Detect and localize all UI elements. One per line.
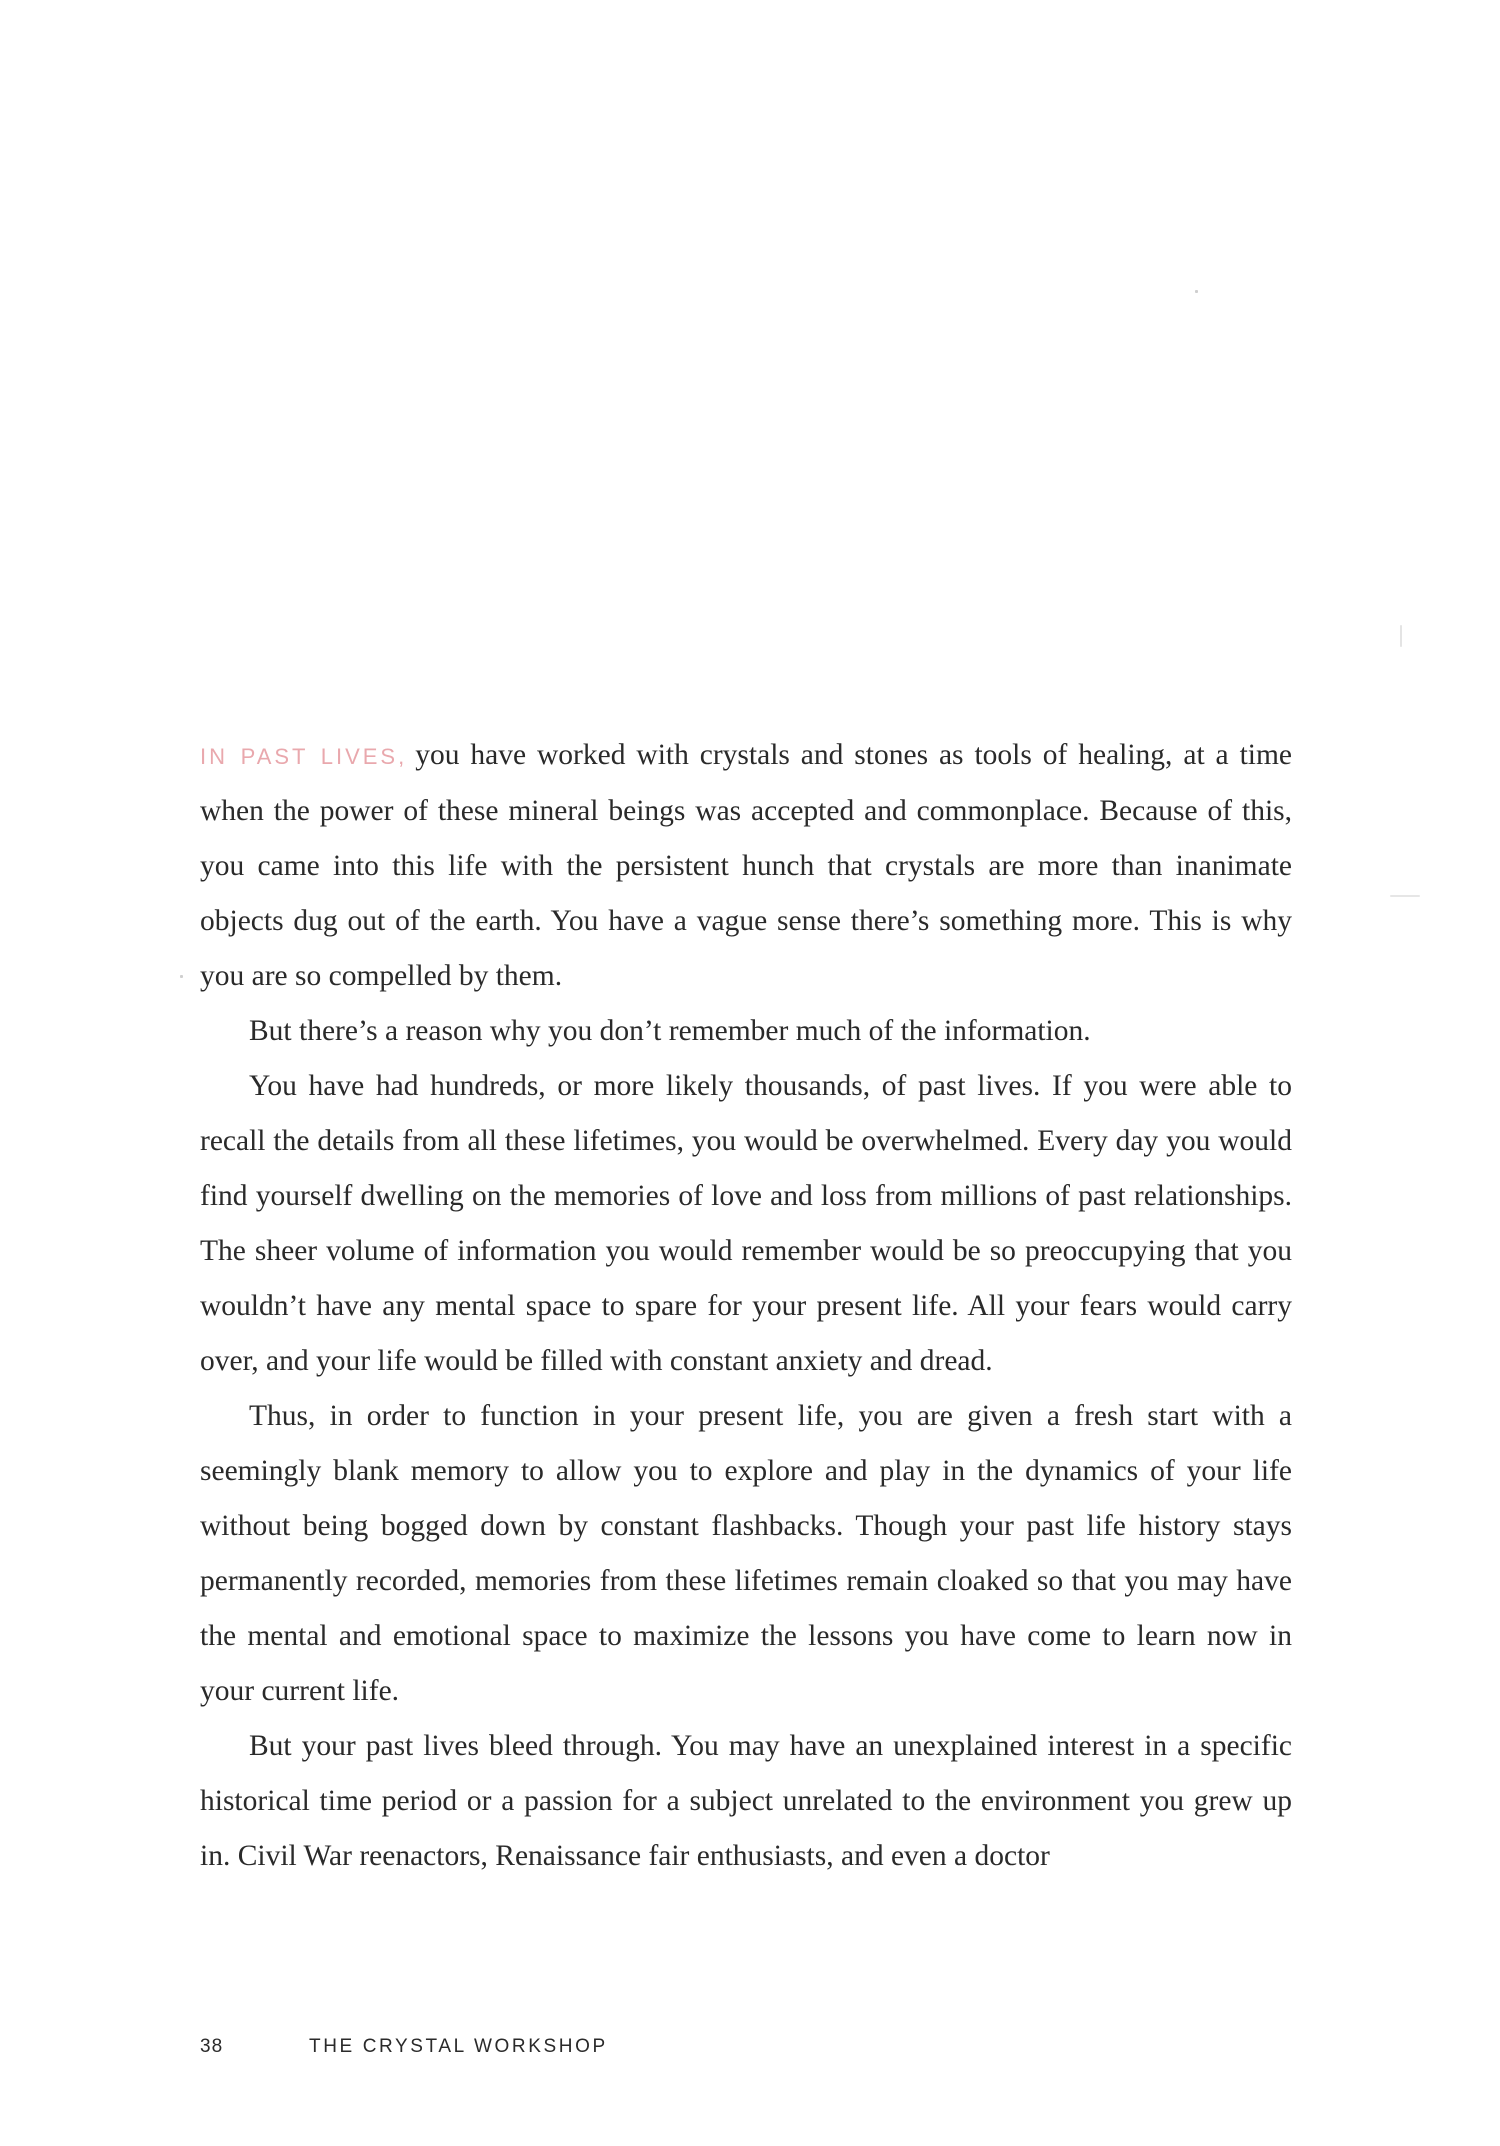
paragraph-1-text: you have worked with crystals and stones as tools of healing, at a time when the power of these mineral beings was accepted and commonplace. Because of this, you came into this life with the persistent hunch that crystals are more than inanimate objects dug out of the earth. You have a vague sense there’s something more. This is why you are so compelled by them. [200,739,1293,992]
page-number: 38 [200,2036,224,2057]
paragraph-5: But your past lives bleed through. You may have an unexplained interest in a specific historical time period or a passion for a subject unrelated to the environment you grew up in. Civil War reenactors, Renaissance fair enthusiasts, and even a doctor [200,1730,1292,1872]
paragraph-3: You have had hundreds, or more likely thousands, of past lives. If you were able to recall the details from all these lifetimes, you would be overwhelmed. Every day you would find yourself dwelling on the memories of love and loss from millions of past relationships. The sheer volume of information you would remember would be so preoccupying that you wouldn’t have any mental space to spare for your present life. All your fears would carry over, and your life would be filled with constant anxiety and dread. [200,1070,1292,1377]
scan-speck [1390,895,1420,897]
page-footer [200,2036,608,2058]
running-title: THE CRYSTAL WORKSHOP [309,2036,608,2057]
paragraph-1 [200,728,1292,1004]
body-text [200,728,1292,1884]
lead-in-caps: IN PAST LIVES, [200,744,408,769]
paragraph-4: Thus, in order to function in your present life, you are given a fresh start with a seemingly blank memory to allow you to explore and play in the dynamics of your life without being bogged down by constant flashbacks. Though your past life history stays permanently recorded, memories from these lifetimes remain cloaked so that you may have the mental and emotional space to maximize the lessons you have come to learn now in your current life. [200,1400,1292,1707]
scan-speck [180,975,183,978]
scan-speck [1195,290,1198,293]
paragraph-2: But there’s a reason why you don’t remember much of the information. [249,1015,1091,1047]
scan-speck [1400,625,1402,647]
